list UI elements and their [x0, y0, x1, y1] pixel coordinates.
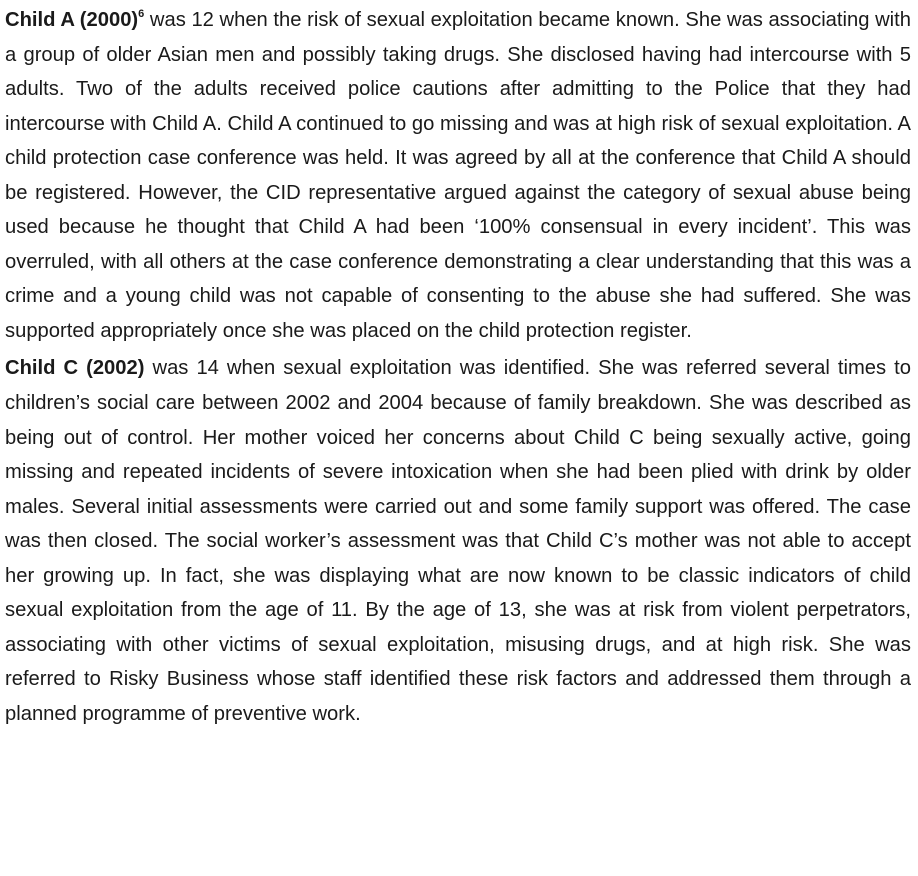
footnote-marker: 6: [138, 8, 145, 20]
case-text-child-a: was 12 when the risk of sexual exploitation became known. She was associating with a group of older Asian men and possibly taking drugs. She disclosed having had intercourse with 5 adults. Two of the adults received police cautions after admitting to the Police that they had intercourse with Child A. Child A continued to go missing and was at high risk of sexual exploitation. A child protection case conference was held. It was agreed by all at the conference that Child A should be registered. However, the CID representative argued against the category of sexual abuse being used because he thought that Child A had been ‘100% consensual in every incident’. This was overruled, with all others at the case conference demonstrating a clear understanding that this was a crime and a young child was not capable of consenting to the abuse she had suffered. She was supported appropriately once she was placed on the child protection register.: [5, 9, 911, 342]
case-paragraph-child-a: [5, 3, 911, 348]
case-paragraph-child-c: [5, 351, 911, 731]
case-heading-child-c: Child C (2002): [5, 357, 145, 380]
case-text-child-c: was 14 when sexual exploitation was identified. She was referred several times to children’s social care between 2002 and 2004 because of family breakdown. She was described as being out of control. Her mother voiced her concerns about Child C being sexually active, going missing and repeated incidents of severe intoxication when she had been plied with drink by older males. Several initial assessments were carried out and some family support was offered. The case was then closed. The social worker’s assessment was that Child C’s mother was not able to accept her growing up. In fact, she was displaying what are now known to be classic indicators of child sexual exploitation from the age of 11. By the age of 13, she was at risk from violent perpetrators, associating with other victims of sexual exploitation, misusing drugs, and at high risk. She was referred to Risky Business whose staff identified these risk factors and addressed them through a planned programme of preventive work.: [5, 357, 911, 725]
case-heading-child-a: Child A (2000): [5, 9, 139, 31]
document-page: [5, 3, 911, 731]
